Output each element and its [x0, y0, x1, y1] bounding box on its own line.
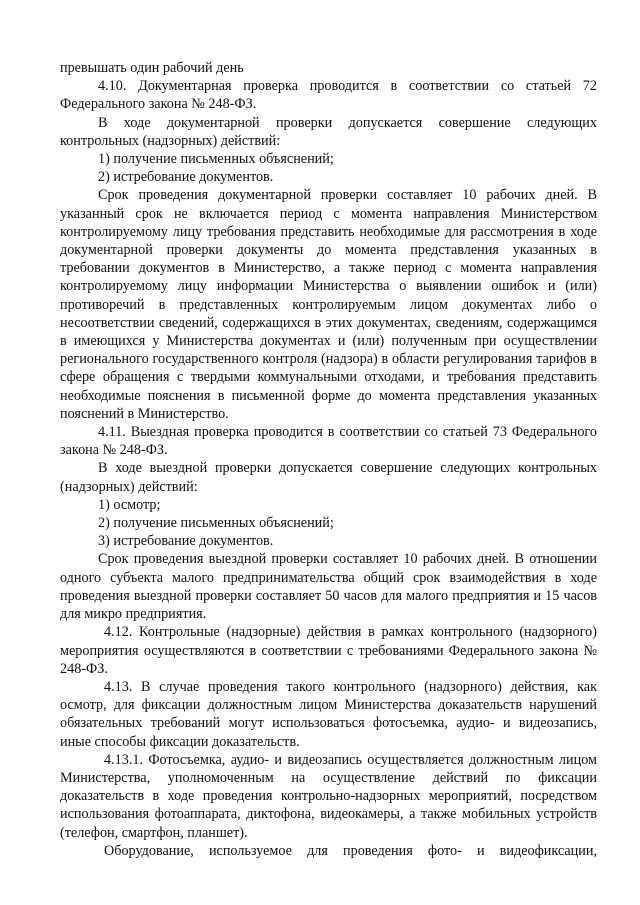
list-item: 1) получение письменных объяснений;	[98, 151, 334, 168]
paragraph-field-check-actions: В ходе выездной проверки допускается совершение следующих контрольных (надзорных) действий:	[60, 460, 597, 495]
paragraph-doc-check-actions: В ходе документарной проверки допускается совершение следующих контрольных (надзорных) действий:	[60, 114, 597, 149]
paragraph-doc-check-term: Срок проведения документарной проверки составляет 10 рабочих дней. В указанный срок не включается период с момента направления Министерством контролируемому лицу требования представить необходимые для рассмотрения в ходе документарной проверки документы до момента представления указанных в требовании документов в Министерство, а также период с момента направления контролируемому лицу информации Министерства о выявлении ошибок и (или) противоречий в представленных контролируемым лицом документах либо о несоответствии сведений, содержащихся в этих документах, сведениям, содержащимся в имеющихся у Министерства документах и (или) полученным при осуществлении регионального государственного контроля (надзора) в области регулирования тарифов в сфере обращения с твердыми коммунальными отходами, и требования представить необходимые пояснения в письменной форме до момента представления указанных пояснений в Министерство.	[60, 187, 597, 422]
paragraph-continuation: превышать один рабочий день	[60, 60, 244, 76]
document-body	[60, 59, 597, 860]
paragraph-4-11: 4.11. Выездная проверка проводится в соответствии со статьей 73 Федерального закона № 248-ФЗ.	[60, 424, 597, 459]
paragraph-equipment: Оборудование, используемое для проведения фото- и видеофиксации,	[104, 842, 597, 859]
paragraph-field-check-term: Срок проведения выездной проверки составляет 10 рабочих дней. В отношении одного субъекта малого предпринимательства общий срок взаимодействия в ходе проведения выездной проверки составляет 50 часов для малого предприятия и 15 часов для микро предприятия.	[60, 551, 597, 623]
list-item: 2) истребование документов.	[98, 169, 274, 186]
paragraph-4-13-1: 4.13.1. Фотосъемка, аудио- и видеозапись осуществляется должностным лицом Министерства, уполномоченным на осуществление действий по фиксации доказательств в ходе проведения контрольно-надзорных мероприятий, посредством использования фотоаппарата, диктофона, видеокамеры, а также мобильных устройств (телефон, смартфон, планшет).	[60, 751, 597, 841]
paragraph-4-12: 4.12. Контрольные (надзорные) действия в рамках контрольного (надзорного) мероприятия осуществляются в соответствии с требованиями Федерального закона № 248-ФЗ.	[60, 624, 597, 677]
paragraph-4-13: 4.13. В случае проведения такого контрольного (надзорного) действия, как осмотр, для фиксации должностным лицом Министерства доказательств нарушений обязательных требований могут использоваться фотосъемка, аудио- и видеозапись, иные способы фиксации доказательств.	[60, 678, 597, 750]
list-item: 3) истребование документов.	[98, 533, 274, 550]
list-item: 2) получение письменных объяснений;	[98, 515, 334, 532]
list-item: 1) осмотр;	[98, 496, 161, 513]
paragraph-4-10: 4.10. Документарная проверка проводится в соответствии со статьей 72 Федерального закона № 248-ФЗ.	[60, 78, 597, 113]
